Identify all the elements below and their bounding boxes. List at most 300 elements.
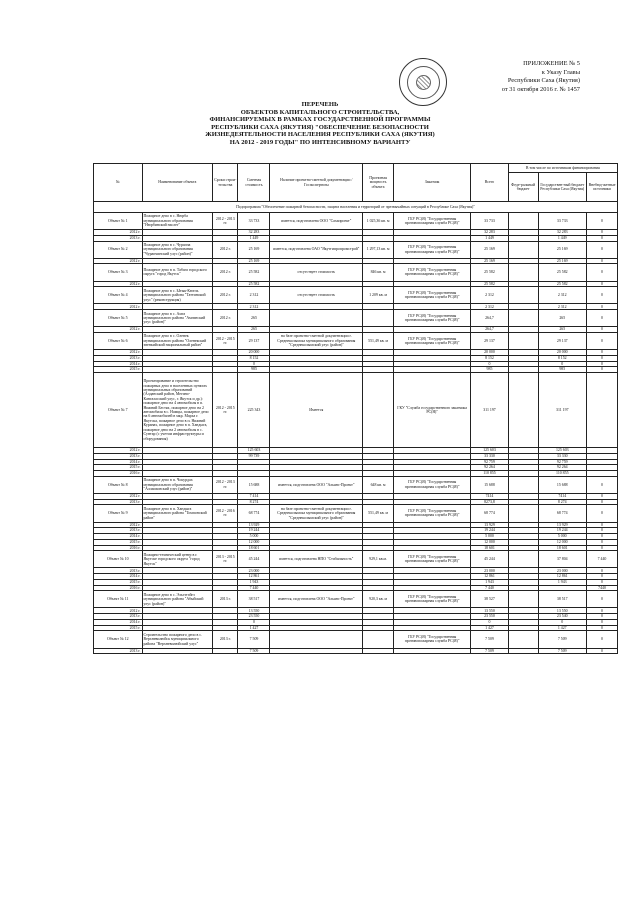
cell-total: 264,7 (471, 327, 509, 333)
cell-cost: 8 274 (238, 499, 270, 505)
cell-cost: 12 000 (238, 539, 270, 545)
cell-number: Объект № 8 (94, 476, 143, 493)
cell-design-docs (270, 310, 363, 327)
cell-extra: 0 (587, 528, 618, 534)
cell-total: 7 509 (471, 648, 509, 654)
cell-republic: 12 000 (538, 539, 587, 545)
cell-object-name: Пожарное депо в п. Хандыга муниципального района "Томпонский район" (142, 505, 213, 522)
cell-republic: 7 509 (538, 631, 587, 648)
cell-total: 33 733 (471, 213, 509, 230)
title-line: ПЕРЕЧЕНЬ (301, 101, 339, 108)
object-row (94, 551, 618, 568)
cell-cost: 0 (238, 619, 270, 625)
cell-total: 92 264 (471, 465, 509, 471)
cell-period: 2012 - 2013 гг. (213, 476, 238, 493)
cell-number: Объект № 7 (94, 373, 143, 448)
cell-republic: 8 152 (538, 355, 587, 361)
cell-extra: 0 (587, 476, 618, 493)
cell-period: 2013 - 2015 гг. (213, 551, 238, 568)
header-customer: Заказчик (394, 164, 471, 202)
cell-extra: 0 (587, 534, 618, 540)
object-row (94, 287, 618, 304)
cell-customer: ГБУ РС(Я) "Государственная противопожарная служба РС(Я)" (394, 551, 471, 568)
cell-total: 13 550 (471, 608, 509, 614)
cell-period: 2013 г. (213, 631, 238, 648)
cell-republic: 20 000 (538, 350, 587, 356)
cell-total: 12 000 (471, 539, 509, 545)
cell-republic: 23 540 (538, 614, 587, 620)
cell-period: 2012 - 2015 гг. (213, 373, 238, 448)
cell-extra: 0 (587, 499, 618, 505)
cell-total: 1 943 (471, 579, 509, 585)
cell-capacity: 551,49 кв. м (363, 505, 394, 522)
cell-extra: 0 (587, 505, 618, 522)
cell-object-name: Строительство пожарного депо в с. Верхневилюйск муниципального района "Верхневилюйский улус" (142, 631, 213, 648)
cell-period (213, 648, 238, 654)
cell-extra: 0 (587, 350, 618, 356)
cell-object-name: Пожарное депо в п. Чокурдах муниципального образования "Аллаиховский улус (район)" (142, 476, 213, 493)
cell-design-docs: на базе проектно-сметной документации г. Среднеколымска муниципального образования "Среднеколымский улус (район)" (270, 332, 363, 349)
cell-republic: 0 (538, 619, 587, 625)
cell-total: 68 774 (471, 505, 509, 522)
cell-number: Объект № 6 (94, 332, 143, 349)
appendix-line: ПРИЛОЖЕНИЕ № 5 (523, 60, 580, 67)
cell-extra: 0 (587, 281, 618, 287)
cell-capacity: 929,1 кв.м. (363, 551, 394, 568)
cell-republic: 265 (538, 310, 587, 327)
cell-total: 20 000 (471, 350, 509, 356)
cell-number: 2015 г. (94, 367, 143, 373)
cell-republic: 92 759 (538, 459, 587, 465)
cell-number: 2013 г. (94, 235, 143, 241)
object-row (94, 373, 618, 448)
cell-cost: 38 517 (238, 591, 270, 608)
cell-cost: 25 582 (238, 281, 270, 287)
cell-extra: 0 (587, 213, 618, 230)
cell-federal (508, 505, 538, 522)
cell-extra: 7440 (587, 585, 618, 591)
cell-cost: 32 283 (238, 230, 270, 236)
cell-cost: 12 861 (238, 574, 270, 580)
cell-extra: 0 (587, 608, 618, 614)
cell-republic: 25 169 (538, 241, 587, 258)
cell-number: 2014 г. (94, 619, 143, 625)
cell-extra: 0 (587, 522, 618, 528)
title-line: РЕСПУБЛИКИ САХА (ЯКУТИЯ) "ОБЕСПЕЧЕНИЕ БЕЗОПАСНОСТИ (211, 123, 429, 131)
cell-cost: 0 (238, 361, 270, 367)
cell-total: 8273,8 (471, 499, 509, 505)
cell-object-name: Пожарное депо в с. Чурапча муниципального образования "Чурапчинский улус (район)" (142, 241, 213, 258)
cell-cost: 29 137 (238, 332, 270, 349)
cell-total: 32 283 (471, 230, 509, 236)
cell-republic: 37 804 (538, 551, 587, 568)
cell-republic: 985 (538, 367, 587, 373)
cell-republic: 2 312 (538, 304, 587, 310)
cell-republic: 19 244 (538, 528, 587, 534)
cell-capacity: 1 025,36 кв. м (363, 213, 394, 230)
cell-object-name: Пожарное депо в с. Эльгэтэйгэ муниципального района "Абыйский улус (район)" (142, 591, 213, 608)
cell-capacity: 846 кв. м (363, 264, 394, 281)
object-row (94, 264, 618, 281)
cell-cost: 15 688 (238, 476, 270, 493)
cell-cost: 23 550 (238, 614, 270, 620)
cell-number: Объект № 1 (94, 213, 143, 230)
cell-number: 2012 г. (94, 281, 143, 287)
header-cost: Сметная стоимость (238, 164, 270, 202)
cell-capacity (363, 648, 394, 654)
cell-cost: 25 169 (238, 258, 270, 264)
cell-federal (508, 287, 538, 304)
cell-extra: 0 (587, 574, 618, 580)
cell-extra: 0 (587, 625, 618, 631)
cell-customer: ГБУ РС(Я) "Государственная противопожарная служба РС(Я)" (394, 476, 471, 493)
cell-cost: 13 550 (238, 608, 270, 614)
cell-customer: ГБУ РС(Я) "Государственная противопожарная служба РС(Я)" (394, 505, 471, 522)
cell-object-name: Пожарное депо в п. Табага городского округа "город Якутск" (142, 264, 213, 281)
cell-object-name: Пожарное депо в с. Ытык-Кюель муниципального района "Таттинский улус" (реконструкция) (142, 287, 213, 304)
cell-republic: 12 861 (538, 574, 587, 580)
cell-number: Объект № 5 (94, 310, 143, 327)
cell-extra: 0 (587, 614, 618, 620)
cell-federal (508, 213, 538, 230)
cell-period: 2012 г. (213, 310, 238, 327)
cell-extra: 0 (587, 361, 618, 367)
cell-design-docs: отсутствует стоимость (270, 287, 363, 304)
cell-total: 45 244 (471, 551, 509, 568)
cell-capacity (363, 373, 394, 448)
cell-number: Объект № 4 (94, 287, 143, 304)
cell-customer: ГБУ РС(Я) "Государственная противопожарная служба РС(Я)" (394, 213, 471, 230)
cell-number: 2014 г. (94, 459, 143, 465)
cell-design-docs: имеется, подготовлена ООО "Альянс-Проект" (270, 591, 363, 608)
cell-cost: 7 509 (238, 648, 270, 654)
cell-number: Объект № 10 (94, 551, 143, 568)
cell-total: 25 582 (471, 264, 509, 281)
cell-number: 2016 г. (94, 471, 143, 477)
cell-total: 2 312 (471, 287, 509, 304)
object-row (94, 476, 618, 493)
cell-total: 2 312 (471, 304, 509, 310)
cell-republic: 7 509 (538, 648, 587, 654)
header-name: Наименование объекта (142, 164, 213, 202)
cell-number: 2016 г. (94, 585, 143, 591)
cell-total: 110 855 (471, 471, 509, 477)
cell-cost: 45 244 (238, 551, 270, 568)
cell-extra: 0 (587, 568, 618, 574)
cell-design-docs: отсутствует стоимость (270, 264, 363, 281)
cell-customer: ГБУ РС(Я) "Государственная противопожарная служба РС(Я)" (394, 264, 471, 281)
cell-number: 2012 г. (94, 230, 143, 236)
cell-cost: 7 414 (238, 493, 270, 499)
cell-cost: 265 (238, 310, 270, 327)
object-row (94, 310, 618, 327)
cell-cost: 2 312 (238, 304, 270, 310)
cell-extra: 0 (587, 545, 618, 551)
cell-number: 2015 г. (94, 465, 143, 471)
cell-object-name (142, 648, 213, 654)
cell-number: 2013 г. (94, 648, 143, 654)
cell-number: 2014 г. (94, 574, 143, 580)
cell-total: 92 759 (471, 459, 509, 465)
title-line: НА 2012 - 2019 ГОДЫ" ПО ИНТЕНСИВНОМУ ВАРИАНТУ (229, 138, 411, 146)
cell-extra: 0 (587, 264, 618, 281)
cell-customer: ГБУ РС(Я) "Государственная противопожарная служба РС(Я)" (394, 591, 471, 608)
cell-republic: 7414 (538, 493, 587, 499)
cell-number: 2012 г. (94, 304, 143, 310)
cell-republic: 15 688 (538, 476, 587, 493)
cell-total: 25 582 (471, 281, 509, 287)
title-line: ФИНАНСИРУЕМЫХ В РАМКАХ ГОСУДАРСТВЕННОЙ ПРОГРАММЫ (209, 116, 431, 124)
cell-object-name: Пожарное депо в с. Амга муниципального района "Амгинский улус (район)" (142, 310, 213, 327)
cell-republic: 8 274 (538, 499, 587, 505)
cell-republic: 38 517 (538, 591, 587, 608)
cell-republic: 13 550 (538, 608, 587, 614)
cell-total: 1 449 (471, 235, 509, 241)
cell-federal (508, 591, 538, 608)
cell-republic: 32 283 (538, 230, 587, 236)
cell-republic: 25 582 (538, 264, 587, 281)
cell-federal (508, 551, 538, 568)
header-period: Сроки строи-тельства (213, 164, 238, 202)
cell-object-name: Пожарно-технический центр в г. Якутске городского округа "город Якутск" (142, 551, 213, 568)
cell-extra: 0 (587, 327, 618, 333)
cell-extra (587, 373, 618, 448)
cell-customer: ГБУ РС(Я) "Государственная противопожарная служба РС(Я)" (394, 631, 471, 648)
cell-cost: 1 449 (238, 235, 270, 241)
year-row (94, 648, 618, 654)
cell-total: 23 000 (471, 568, 509, 574)
cell-number: 2012 г. (94, 258, 143, 264)
cell-total: 15 688 (471, 476, 509, 493)
cell-total: 125 603 (471, 448, 509, 454)
cell-number: 2015 г. (94, 579, 143, 585)
cell-total: 38 527 (471, 591, 509, 608)
header-republic: Государствен-ный бюджет Республики Саха (Якутия) (538, 173, 587, 202)
appendix-line: к Указу Главы (541, 68, 580, 76)
cell-federal (508, 310, 538, 327)
cell-extra: 0 (587, 355, 618, 361)
header-extra: Внебюд-жетные источники (587, 173, 618, 202)
cell-cost: 25 169 (238, 241, 270, 258)
cell-design-docs (270, 631, 363, 648)
cell-total: 7 509 (471, 631, 509, 648)
cell-cost: 8 152 (238, 355, 270, 361)
cell-total: 0 (471, 619, 509, 625)
cell-number: 2012 г. (94, 493, 143, 499)
cell-extra: 0 (587, 304, 618, 310)
cell-cost: 265 (238, 327, 270, 333)
cell-extra: 0 (587, 619, 618, 625)
cell-total: 7 440 (471, 585, 509, 591)
cell-republic: 5 000 (538, 534, 587, 540)
header-total: Всего (471, 164, 509, 202)
cell-republic: 25 169 (538, 258, 587, 264)
cell-federal (508, 373, 538, 448)
cell-republic: 1 943 (538, 579, 587, 585)
cell-number: Объект № 11 (94, 591, 143, 608)
cell-cost: 20 000 (238, 350, 270, 356)
cell-total: 12 861 (471, 574, 509, 580)
cell-extra: 0 (587, 591, 618, 608)
header-design: Наличие проектно-сметной документации / Госэкспертизы (270, 164, 363, 202)
cell-republic: 311 197 (538, 373, 587, 448)
cell-period: 2012 г. (213, 241, 238, 258)
cell-number: 2013 г. (94, 568, 143, 574)
header-capacity: Проектная мощность объекта (363, 164, 394, 202)
cell-customer (394, 648, 471, 654)
cell-cost: 68 774 (238, 505, 270, 522)
cell-extra: 0 (587, 332, 618, 349)
cell-number: 2013 г. (94, 499, 143, 505)
cell-design-docs: на базе проектно-сметной документации г. Среднеколымска муниципального образования "Среднеколымский улус (район)" (270, 505, 363, 522)
cell-cost: 125 603 (238, 448, 270, 454)
cell-number: Объект № 9 (94, 505, 143, 522)
appendix-line: Республики Саха (Якутия) (507, 77, 580, 85)
object-row (94, 213, 618, 230)
cell-cost: 18 601 (238, 545, 270, 551)
cell-number: 2012 г. (94, 327, 143, 333)
cell-customer: ГБУ РС(Я) "Государственная противопожарная служба РС(Я)" (394, 332, 471, 349)
cell-extra: 0 (587, 367, 618, 373)
cell-total: 8 152 (471, 355, 509, 361)
cell-extra: 0 (587, 258, 618, 264)
appendix-line: от 31 октября 2016 г. № 1457 (501, 85, 580, 93)
cell-republic: 33 330 (538, 453, 587, 459)
cell-cost: 2 312 (238, 287, 270, 304)
cell-object-name: Пожарное депо в с. Нюрба муниципального образования "Нюрбинский наслег" (142, 213, 213, 230)
cell-number: 2013 г. (94, 453, 143, 459)
cell-republic: 68 774 (538, 505, 587, 522)
cell-cost: 25 582 (238, 264, 270, 281)
cell-cost: 19 244 (238, 528, 270, 534)
cell-design-docs: Имеется (270, 373, 363, 448)
cell-total: 311 197 (471, 373, 509, 448)
title-line: ЖИЗНЕДЕЯТЕЛЬНОСТИ НАСЕЛЕНИЯ РЕСПУБЛИКИ САХА (ЯКУТИЯ) (205, 131, 435, 139)
cell-cost: 13 929 (238, 522, 270, 528)
cell-number: Объект № 3 (94, 264, 143, 281)
subprogram-title: Подпрограмма "Обеспечение пожарной безопасности, защита населения и территорий от чрезвычайных ситуаций в Республике Саха (Якутия)" (94, 202, 618, 213)
cell-cost: 1 943 (238, 579, 270, 585)
cell-number: 2013 г. (94, 528, 143, 534)
cell-federal (508, 476, 538, 493)
cell-total: 33 330 (471, 453, 509, 459)
cell-capacity: 648 кв. м (363, 476, 394, 493)
cell-design-docs: имеется, подготовлена ООО "Сахапроект" (270, 213, 363, 230)
cell-total: 25 169 (471, 258, 509, 264)
cell-cost: 985 (238, 367, 270, 373)
cell-number: 2015 г. (94, 539, 143, 545)
cell-republic: 25 582 (538, 281, 587, 287)
cell-federal (508, 241, 538, 258)
cell-object-name: Проектирование и строительство пожарных депо в населенных пунктах муниципальных образований (Алданский район, Мегино-Кангаласский улус, г. Якутск и др.): пожарное депо на 4 автомобиля в п. Нижний Бестях, пожарное депо на 2 автомобиля в с. Намцы, пожарное депо на 6 автомобилей в мкр. Марха г. Якутска, пожарное депо в п. Нижний Куранах, пожарное депо в п. Хандыга, пожарное депо на 2 автомобиля в с. Сунтар (с учетом инфраструктуры и оборудования) (142, 373, 213, 448)
cell-number: Объект № 2 (94, 241, 143, 258)
cell-capacity: 551,49 кв. м (363, 332, 394, 349)
title-line: ОБЪЕКТОВ КАПИТАЛЬНОГО СТРОИТЕЛЬСТВА, (240, 108, 400, 116)
cell-republic: 33 733 (538, 213, 587, 230)
cell-total: 0 (471, 361, 509, 367)
cell-republic: 29 137 (538, 332, 587, 349)
cell-period: 2012 - 2016 гг. (213, 505, 238, 522)
cell-customer: ГБУ РС(Я) "Государственная противопожарная служба РС(Я)" (394, 287, 471, 304)
cell-cost: 225 343 (238, 373, 270, 448)
cell-republic: 1 427 (538, 625, 587, 631)
cell-federal (508, 648, 538, 654)
appendix-block (430, 60, 580, 94)
cell-federal (508, 631, 538, 648)
cell-number: 2012 г. (94, 608, 143, 614)
cell-number: Объект № 12 (94, 631, 143, 648)
cell-extra: 0 (587, 648, 618, 654)
cell-republic: 265 (538, 327, 587, 333)
cell-number: 2016 г. (94, 545, 143, 551)
cell-extra: 0 (587, 230, 618, 236)
cell-cost: 7 440 (238, 585, 270, 591)
cell-cost: 1 427 (238, 625, 270, 631)
cell-design-docs (270, 648, 363, 654)
cell-total: 23 550 (471, 614, 509, 620)
object-row (94, 591, 618, 608)
cell-cost: 33 733 (238, 213, 270, 230)
object-row (94, 631, 618, 648)
cell-capacity (363, 310, 394, 327)
cell-republic: 0 (538, 361, 587, 367)
header-federal: Феде-ральный бюджет (508, 173, 538, 202)
cell-total: 19 244 (471, 528, 509, 534)
table-header (94, 164, 618, 202)
cell-number: 2012 г. (94, 522, 143, 528)
cell-design-docs: имеется, подготовлена ООО "Альянс-Проект" (270, 476, 363, 493)
cell-capacity: 1 297,13 кв. м (363, 241, 394, 258)
cell-total: 25 169 (471, 241, 509, 258)
cell-republic: 125 603 (538, 448, 587, 454)
cell-extra: 0 (587, 631, 618, 648)
header-sources: В том числе по источникам финансирования (508, 164, 617, 173)
cell-number: 2013 г. (94, 355, 143, 361)
cell-total: 1 427 (471, 625, 509, 631)
document-title (110, 101, 530, 147)
header-num: № (94, 164, 143, 202)
cell-extra: 7 440 (587, 551, 618, 568)
cell-customer: ГБУ РС(Я) "Государственная противопожарная служба РС(Я)" (394, 241, 471, 258)
object-row (94, 505, 618, 522)
cell-extra: 0 (587, 287, 618, 304)
cell-extra: 0 (587, 539, 618, 545)
cell-republic: 23 000 (538, 568, 587, 574)
cell-design-docs: имеется, подготовлена НПО "Стабильность" (270, 551, 363, 568)
cell-cost: 5 000 (238, 534, 270, 540)
cell-number: 2012 г. (94, 350, 143, 356)
cell-republic: 13 929 (538, 522, 587, 528)
cell-customer: ГКУ "Служба государственного заказчика РС(Я)" (394, 373, 471, 448)
cell-period: 2012 - 2013 гг. (213, 213, 238, 230)
cell-total: 29 137 (471, 332, 509, 349)
cell-number: 2013 г. (94, 614, 143, 620)
object-row (94, 332, 618, 349)
cell-total: 13 929 (471, 522, 509, 528)
table-body (94, 202, 618, 654)
cell-total: 264,7 (471, 310, 509, 327)
cell-extra: 0 (587, 493, 618, 499)
cell-federal (508, 332, 538, 349)
cell-total: 5 000 (471, 534, 509, 540)
cell-republic: 2 312 (538, 287, 587, 304)
cell-customer: ГБУ РС(Я) "Государственная противопожарная служба РС(Я)" (394, 310, 471, 327)
cell-period: 2012 г. (213, 264, 238, 281)
cell-number: 2014 г. (94, 534, 143, 540)
objects-table (93, 163, 618, 654)
cell-total: 985 (471, 367, 509, 373)
cell-capacity (363, 631, 394, 648)
